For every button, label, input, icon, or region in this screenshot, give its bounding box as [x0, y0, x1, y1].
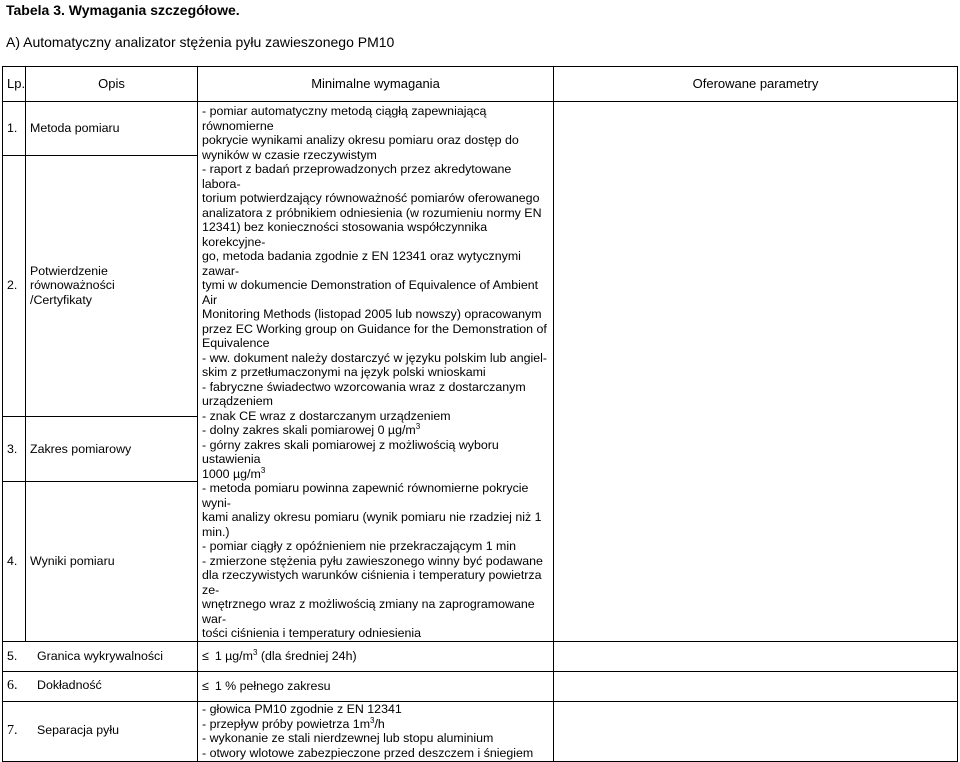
header-lp: Lp. [3, 67, 26, 102]
text-line: pokrycie wynikami analizy okresu pomiaru oraz dostęp do [202, 133, 519, 147]
text-line: skim z przetłumaczonymi na język polski wnioskami [202, 365, 486, 379]
row-number: 2. [3, 155, 26, 416]
range-line-3: 1000 $\mu g/m^3$ [202, 465, 266, 481]
offered-cell[interactable] [554, 641, 958, 671]
text-line: - zmierzone stężenia pyłu zawieszonego winny być podawane [202, 553, 543, 568]
requirements-cell [198, 102, 554, 642]
text-line: Monitoring Methods (listopad 2005 lub nowszy) opracowanym [202, 307, 542, 321]
header-min: Minimalne wymagania [198, 67, 554, 102]
row-7-req: - głowica PM10 zgodnie z EN 12341 - przepływ próby powietrza $1m^3/h$ - wykonanie ze stali nierdzewnej lub stopu aluminium - otwory wlotowe zabezpieczone przed deszczem i śniegiem [198, 701, 554, 761]
text-line: torium potwierdzający równoważność pomiarów oferowanego [202, 191, 540, 205]
text-line: - pomiar automatyczny metodą ciągłą zapewniającą równomierne [202, 104, 487, 133]
text-line: tymi w dokumencie Demonstration of Equivalence of Ambient Air [202, 278, 539, 307]
results-text [202, 481, 549, 641]
row-7-label: 7. Separacja pyłu [3, 701, 198, 761]
text-line: urządzeniem [202, 394, 273, 408]
text-line: - raport z badań przeprowadzonych przez akredytowane labora- [202, 162, 512, 191]
row-6-req: ≤ 1 % pełnego zakresu [198, 671, 554, 701]
less-equal-icon: ≤ [202, 678, 209, 693]
row-number: 3. [3, 416, 26, 481]
text-line: 12341) bez konieczności stosowania współczynnika korekcyjne- [202, 220, 488, 249]
row-5-label: 5. Granica wykrywalności [3, 641, 198, 671]
row-label: Wyniki pomiaru [26, 482, 198, 641]
offered-cell[interactable] [554, 102, 958, 642]
text-line: kami analizy okresu pomiaru (wynik pomiaru nie rzadziej niż 1 [202, 510, 542, 524]
row-number: 4. [3, 482, 26, 641]
row-5-req: ≤ 1 $\mu g/m^3$ (dla średniej 24h) [198, 641, 554, 671]
header-opis: Opis [26, 67, 198, 102]
table-row [3, 701, 958, 761]
row-number: 1. [3, 102, 26, 156]
section-subtitle: A) Automatyczny analizator stężenia pyłu zawieszonego PM10 [6, 34, 395, 50]
requirements-text [202, 104, 549, 423]
header-ofer: Oferowane parametry [554, 67, 958, 102]
text-line: - znak CE wraz z dostarczanym urządzeniem [202, 408, 451, 423]
text-line: - fabryczne świadectwo wzorcowania wraz z dostarczanym [202, 379, 526, 394]
table-header-row [3, 67, 958, 102]
less-equal-icon: ≤ [202, 648, 209, 663]
requirements-table [2, 66, 958, 762]
range-line-1: - dolny zakres skali pomiarowej 0 $\mu g/m^3$ [202, 421, 421, 437]
text-line: Equivalence [202, 336, 270, 350]
page-title: Tabela 3. Wymagania szczegółowe. [6, 2, 240, 18]
text-line: wnętrznego wraz z możliwością zmiany na zaprogramowane war- [202, 597, 535, 626]
text-line: - pomiar ciągły z opóźnieniem nie przekraczającym 1 min [202, 539, 517, 553]
row-label: Potwierdzenie równoważności /Certyfikaty [26, 155, 198, 416]
text-line: wyników w czasie rzeczywistym [202, 147, 377, 162]
row-label: Metoda pomiaru [26, 102, 198, 156]
row-label: Zakres pomiarowy [26, 416, 198, 481]
text-line: analizatora z próbnikiem odniesienia (w rozumieniu normy EN [202, 205, 542, 220]
text-line: dla rzeczywistych warunków ciśnienia i temperatury powietrza ze- [202, 568, 542, 597]
table-row [3, 641, 958, 671]
table-row [3, 671, 958, 701]
range-line-2: - górny zakres skali pomiarowej z możliwością wyboru ustawienia [202, 437, 499, 466]
text-line: - ww. dokument należy dostarczyć w języku polskim lub angiel- [202, 350, 548, 365]
text-line: - metoda pomiaru powinna zapewnić równomierne pokrycie wyni- [202, 481, 529, 510]
offered-cell[interactable] [554, 671, 958, 701]
text-line: przez EC Working group on Guidance for the Demonstration of [202, 321, 547, 336]
text-line: tości ciśnienia i temperatury odniesienia [202, 626, 422, 640]
row-6-label: 6. Dokładność [3, 671, 198, 701]
offered-cell[interactable] [554, 701, 958, 761]
table-row [3, 102, 958, 156]
text-line: go, metoda badania zgodnie z EN 12341 oraz wytycznymi zawar- [202, 249, 521, 278]
text-line: min.) [202, 524, 230, 539]
